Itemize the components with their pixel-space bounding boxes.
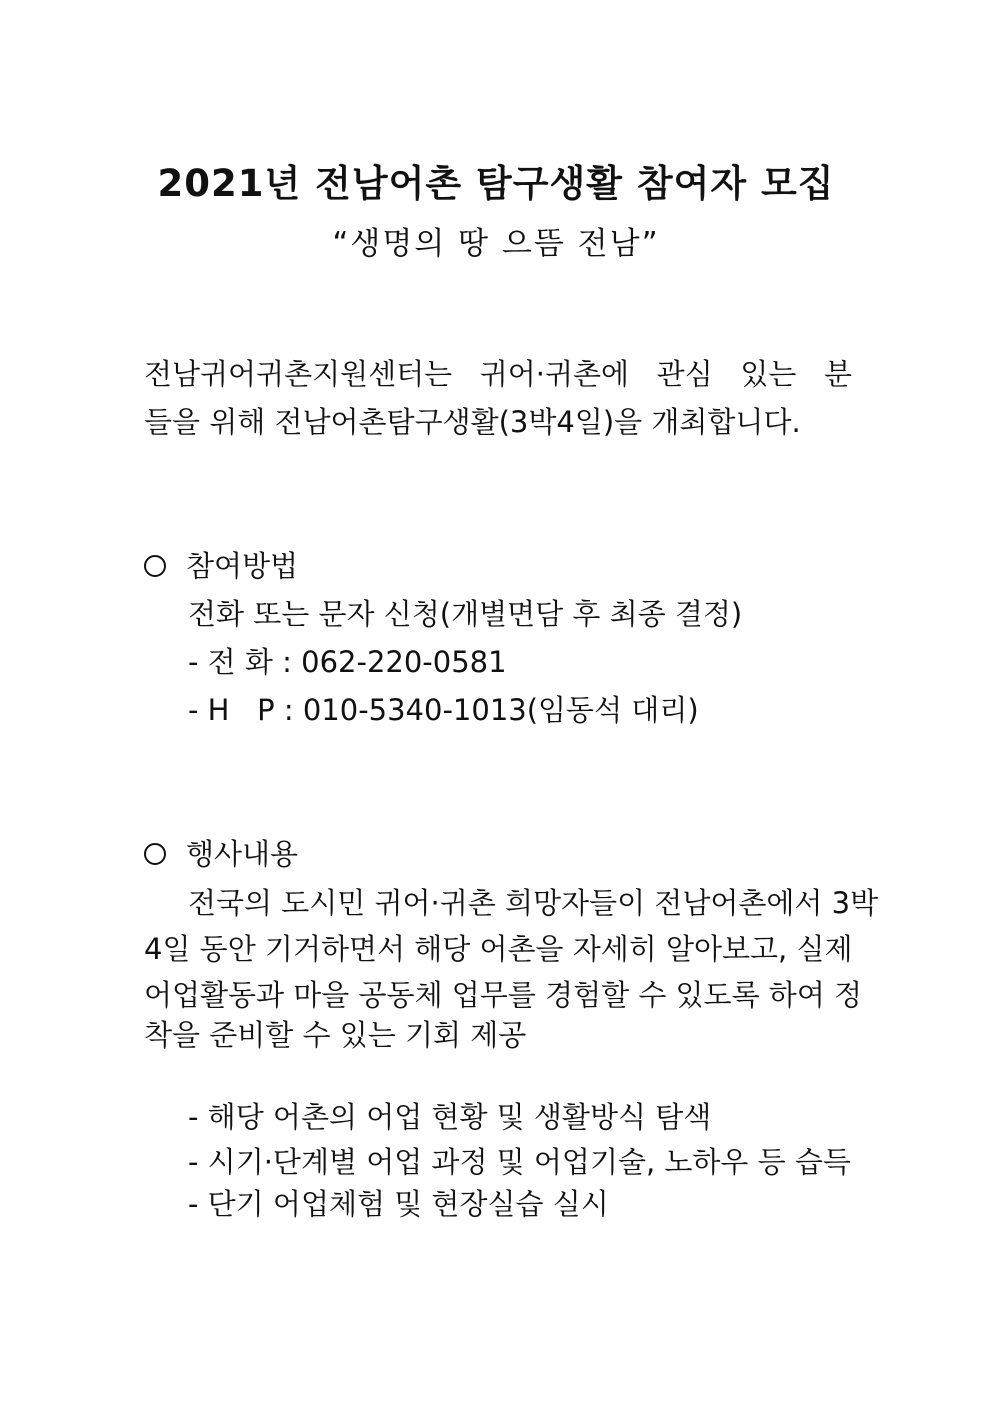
method-phone: - 전 화 : 062-220-0581: [188, 645, 507, 679]
page-title: 2021년 전남어촌 탐구생활 참여자 모집: [157, 162, 835, 205]
intro-line-2: 들을 위해 전남어촌탐구생활(3박4일)을 개최합니다.: [144, 405, 801, 439]
content-paragraph-line-1: 전국의 도시민 귀어·귀촌 희망자들이 전남어촌에서 3박: [188, 886, 879, 920]
circle-bullet-icon: [144, 843, 166, 865]
content-heading-label: 행사내용: [186, 837, 299, 871]
method-hp: - H P : 010-5340-1013(임동석 대리): [188, 693, 699, 727]
content-paragraph-line-2: 4일 동안 기거하면서 해당 어촌을 자세히 알아보고, 실제: [144, 932, 853, 966]
intro-line-1: 전남귀어귀촌지원센터는 귀어·귀촌에 관심 있는 분: [144, 357, 852, 391]
content-bullet-item: - 해당 어촌의 어업 현황 및 생활방식 탐색: [188, 1100, 712, 1134]
method-heading-label: 참여방법: [186, 549, 299, 583]
content-bullet-item: - 단기 어업체험 및 현장실습 실시: [188, 1187, 609, 1221]
method-description: 전화 또는 문자 신청(개별면담 후 최종 결정): [188, 597, 743, 631]
section-method-heading: [144, 546, 298, 586]
section-content-heading: [144, 834, 298, 874]
content-bullet-item: - 시기·단계별 어업 과정 및 어업기술, 노하우 등 습득: [188, 1145, 851, 1179]
circle-bullet-icon: [144, 555, 166, 577]
content-paragraph-line-3: 어업활동과 마을 공동체 업무를 경험할 수 있도록 하여 정: [144, 978, 863, 1012]
page-subtitle: “생명의 땅 으뜸 전남”: [332, 226, 660, 262]
content-paragraph-line-4: 착을 준비할 수 있는 기회 제공: [144, 1018, 527, 1052]
